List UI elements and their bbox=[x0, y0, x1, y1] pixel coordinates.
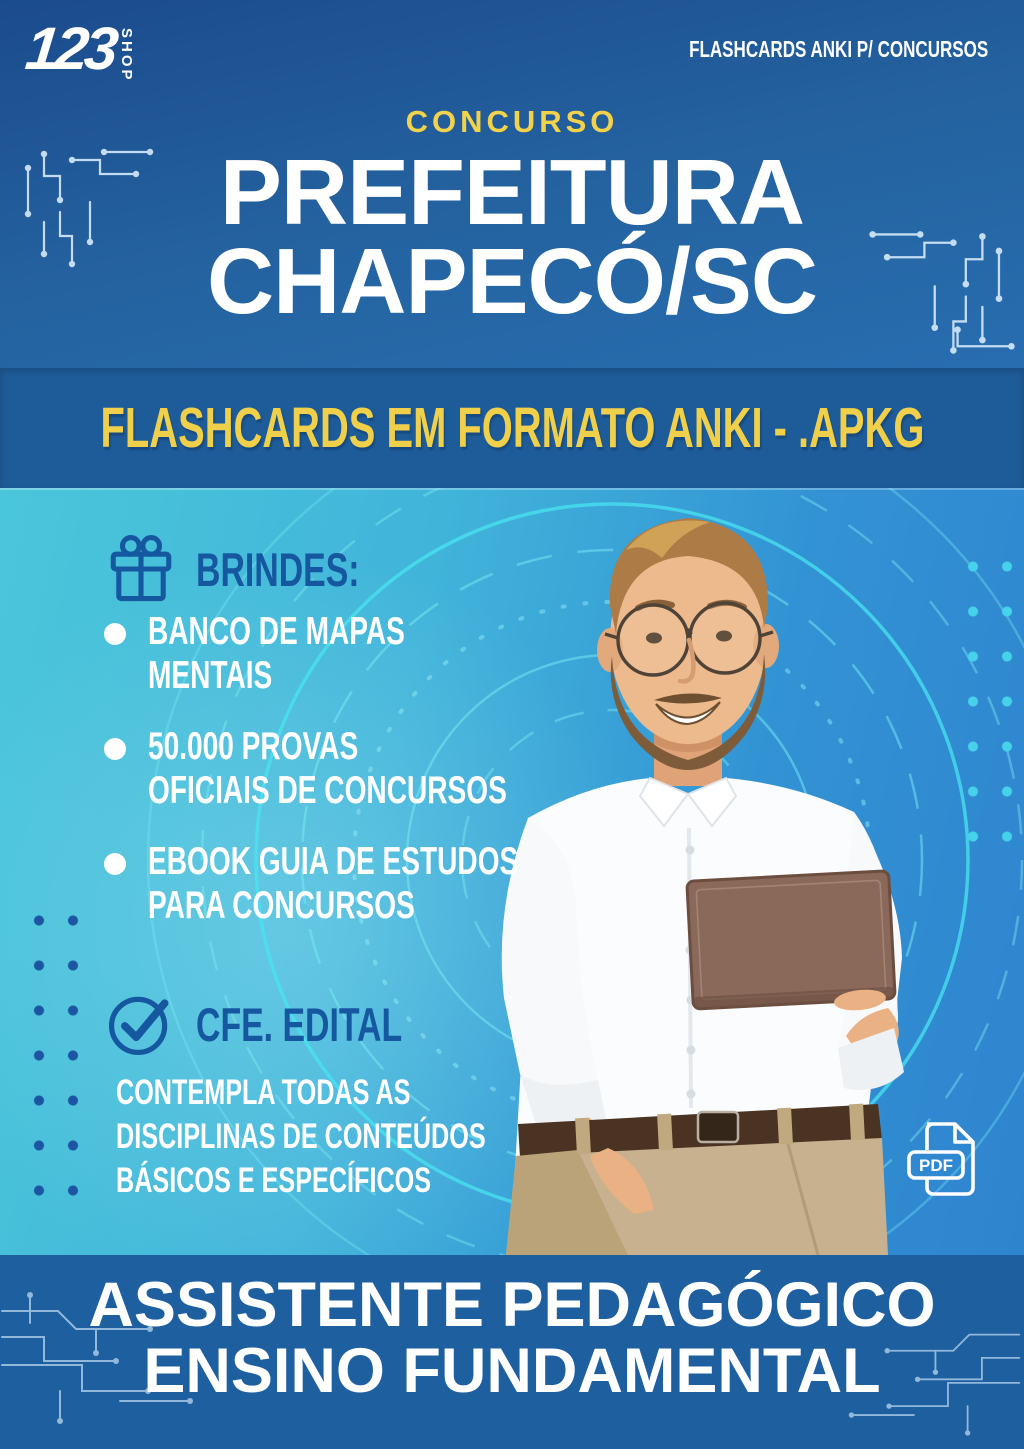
pdf-file-icon bbox=[901, 1116, 989, 1204]
edital-heading: CFE. EDITAL bbox=[196, 997, 403, 1051]
list-item: 50.000 PROVAS OFICIAIS DE CONCURSOS bbox=[104, 725, 662, 813]
content-section bbox=[0, 488, 1024, 1255]
format-band bbox=[0, 368, 1024, 488]
bullet-dot bbox=[104, 853, 126, 875]
role-title-line-2: ENSINO FUNDAMENTAL bbox=[143, 1335, 881, 1406]
footer-band bbox=[0, 1255, 1024, 1449]
list-item: EBOOK GUIA DE ESTUDOS PARA CONCURSOS bbox=[104, 840, 662, 928]
logo-caption: SHOP bbox=[118, 28, 136, 83]
role-title bbox=[0, 1270, 1024, 1406]
top-tagline: FLASHCARDS ANKI P/ CONCURSOS bbox=[688, 36, 988, 62]
bullet-dot bbox=[104, 738, 126, 760]
dot-grid-decoration bbox=[14, 890, 86, 1230]
title-line-1: PREFEITURA bbox=[219, 140, 805, 244]
kicker-label: CONCURSO bbox=[405, 104, 619, 139]
page-title bbox=[0, 140, 1024, 334]
bullet-dot bbox=[104, 623, 126, 645]
pdf-label: PDF bbox=[919, 1156, 953, 1175]
edital-heading-row bbox=[104, 988, 482, 1060]
list-item: BANCO DE MAPAS MENTAIS bbox=[104, 610, 662, 698]
gifts-heading-row bbox=[104, 532, 423, 606]
check-circle-icon bbox=[104, 988, 176, 1060]
gifts-heading: BRINDES: bbox=[196, 542, 360, 596]
logo-number: 123 bbox=[22, 15, 118, 82]
title-line-2: CHAPECÓ/SC bbox=[206, 229, 818, 334]
dot-grid-decoration bbox=[948, 536, 1024, 876]
role-title-line-1: ASSISTENTE PEDAGÓGICO bbox=[88, 1270, 936, 1340]
format-band-label: FLASHCARDS EM FORMATO ANKI - .APKG bbox=[100, 396, 924, 460]
gift-icon bbox=[104, 532, 178, 606]
edital-paragraph: CONTEMPLA TODAS AS DISCIPLINAS DE CONTEÚDOS BÁSICOS E ESPECÍFICOS bbox=[116, 1073, 486, 1201]
shop-logo bbox=[22, 15, 136, 83]
gifts-list bbox=[104, 610, 662, 955]
